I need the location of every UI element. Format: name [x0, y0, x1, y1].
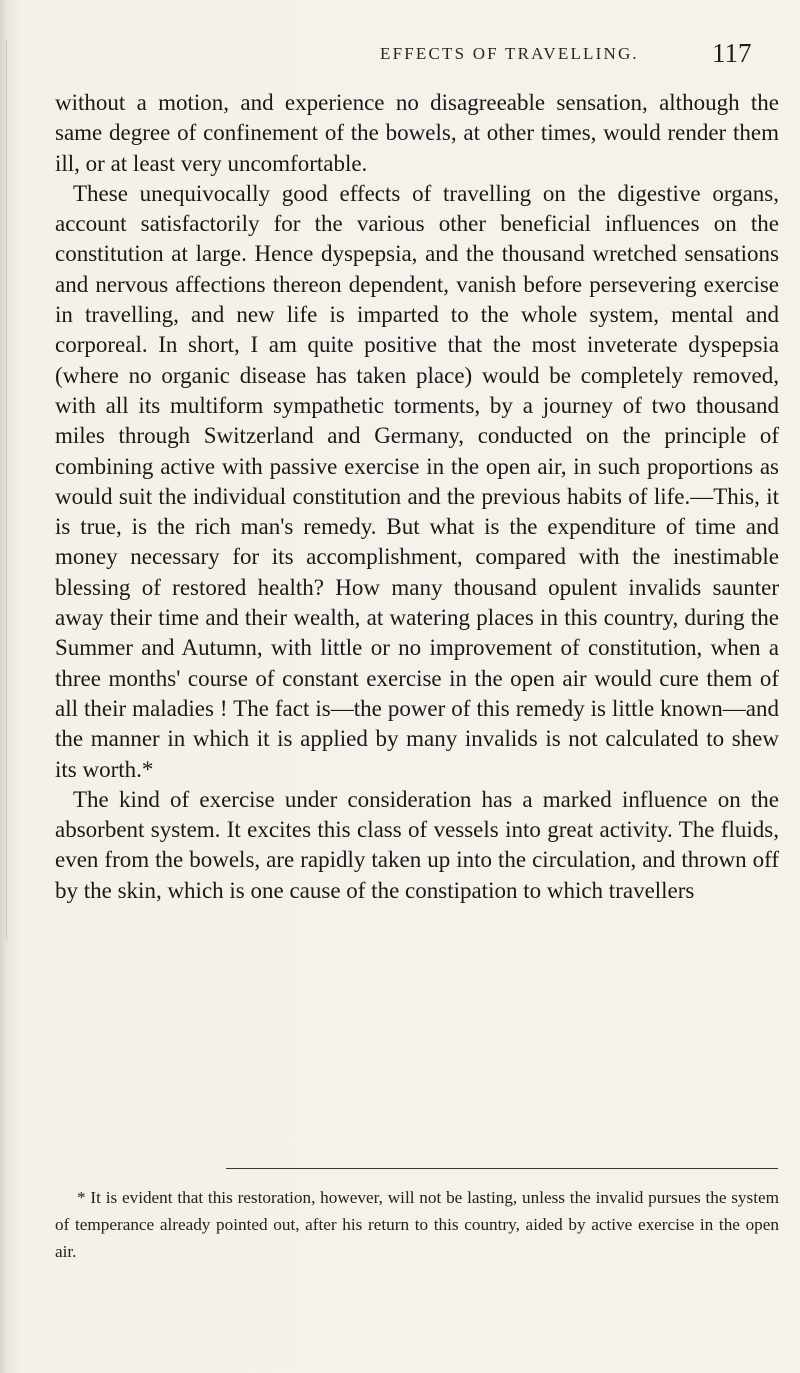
- page-gutter-shadow: [6, 40, 7, 940]
- footnote-divider: [226, 1168, 778, 1169]
- footnote: [55, 1184, 779, 1265]
- footnote-text: * It is evident that this restoration, however, will not be lasting, unless the invalid pursues the system of temperance already pointed out, after his return to this country, aided by active exercise in the open air.: [55, 1188, 779, 1261]
- page-number: 117: [712, 38, 752, 68]
- paragraph-continued: without a motion, and experience no disagreeable sensation, although the same degree of confinement of the bowels, at other times, would render them ill, or at least very uncomfortable.: [55, 90, 779, 176]
- paragraph-travel-effects: These unequivocally good effects of travelling on the digestive organs, account satisfactorily for the various other beneficial influences on the constitution at large. Hence dyspepsia, and the thousand wretched sensations and nervous affections thereon dependent, vanish before persevering exercise in travelling, and new life is imparted to the whole system, mental and corporeal. In short, I am quite positive that the most inveterate dyspepsia (where no organic disease has taken place) would be completely removed, with all its multiform sympathetic torments, by a journey of two thousand miles through Switzerland and Germany, conducted on the principle of combining active with passive exercise in the open air, in such proportions as would suit the individual constitution and the previous habits of life.—This, it is true, is the rich man's remedy. But what is the expenditure of time and money necessary for its accomplishment, compared with the inestimable blessing of restored health? How many thousand opulent invalids saunter away their time and their wealth, at watering places in this country, during the Summer and Autumn, with little or no improvement of constitution, when a three months' course of constant exercise in the open air would cure them of all their maladies ! The fact is—the power of this remedy is little known—and the manner in which it is applied by many invalids is not calculated to shew its worth.*: [55, 180, 779, 782]
- paragraph-absorbent-system: The kind of exercise under consideration has a marked influence on the absorbent system. It excites this class of vessels into great activity. The fluids, even from the bowels, are rapidly taken up into the circulation, and thrown off by the skin, which is one cause of the constipation to which travellers: [55, 786, 779, 903]
- body-text: [55, 88, 779, 906]
- running-title: EFFECTS OF TRAVELLING.: [380, 44, 639, 63]
